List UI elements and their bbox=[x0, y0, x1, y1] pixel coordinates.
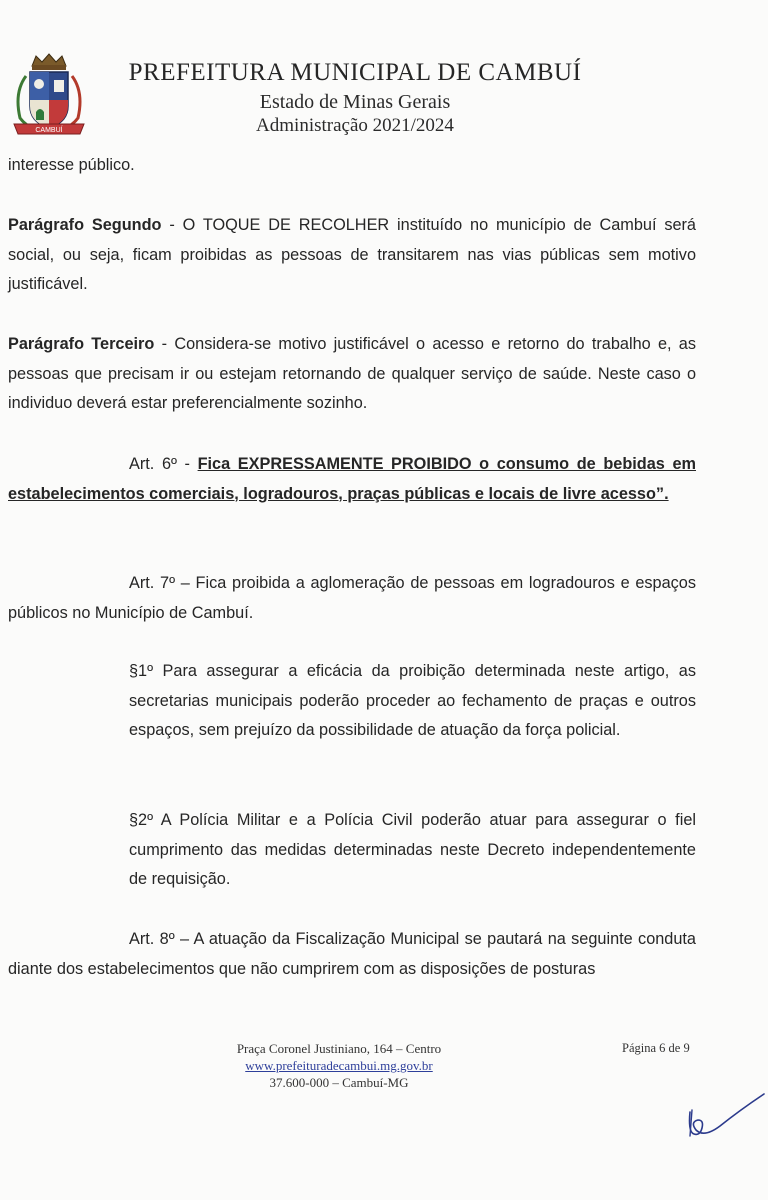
administration-period: Administração 2021/2024 bbox=[256, 115, 454, 136]
footer-address-block bbox=[200, 1040, 478, 1091]
municipal-crest-logo bbox=[6, 52, 92, 140]
paragraph-continuation: interesse público. bbox=[8, 156, 135, 174]
paragrafo-segundo-text: - O TOQUE DE RECOLHER instituído no município de Cambuí será social, ou seja, ficam proibidas as pessoas de transitarem nas vias públicas sem motivo justificável. bbox=[8, 216, 696, 293]
article-6 bbox=[8, 450, 696, 509]
footer-zip-city: 37.600-000 – Cambuí-MG bbox=[269, 1075, 409, 1090]
footer-address: Praça Coronel Justiniano, 164 – Centro bbox=[236, 1041, 442, 1056]
article-6-text: Fica EXPRESSAMENTE PROIBIDO o consumo de bebidas em estabelecimentos comerciais, logradouros, praças públicas e locais de livre acesso”. bbox=[8, 455, 696, 503]
footer-website-link[interactable]: www.prefeituradecambui.mg.gov.br bbox=[245, 1058, 433, 1073]
state-name: Estado de Minas Gerais bbox=[259, 91, 451, 113]
page-number: Página 6 de 9 bbox=[622, 1041, 690, 1055]
letterhead bbox=[95, 58, 615, 138]
signature-initials bbox=[680, 1080, 766, 1142]
crest-banner-text: CAMBUÍ bbox=[35, 127, 63, 134]
paragrafo-terceiro bbox=[8, 330, 696, 419]
paragrafo-segundo bbox=[8, 211, 696, 300]
paragrafo-terceiro-text: - Considera-se motivo justificável o acesso e retorno do trabalho e, as pessoas que precisam ir ou estejam retornando de qualquer serviço de saúde. Neste caso o individuo deverá estar preferencialmente sozinho. bbox=[8, 335, 697, 412]
paragrafo-segundo-label: Parágrafo Segundo bbox=[8, 216, 162, 234]
institution-title: PREFEITURA MUNICIPAL DE CAMBUÍ bbox=[128, 59, 582, 86]
article-8: Art. 8º – A atuação da Fiscalização Municipal se pautará na seguinte conduta diante dos estabelecimentos que não cumprirem com as disposições de posturas bbox=[8, 930, 696, 978]
article-7-paragraph-1: §1º Para assegurar a eficácia da proibição determinada neste artigo, as secretarias municipais poderão proceder ao fechamento de praças e outros espaços, sem prejuízo da possibilidade de atuação da força policial. bbox=[129, 662, 696, 739]
paragrafo-terceiro-label: Parágrafo Terceiro bbox=[8, 335, 155, 353]
article-6-prefix: Art. 6º - bbox=[129, 455, 198, 473]
article-7: Art. 7º – Fica proibida a aglomeração de pessoas em logradouros e espaços públicos no Município de Cambuí. bbox=[8, 574, 696, 622]
article-7-paragraph-2: §2º A Polícia Militar e a Polícia Civil poderão atuar para assegurar o fiel cumprimento das medidas determinadas neste Decreto independentemente de requisição. bbox=[129, 811, 696, 888]
